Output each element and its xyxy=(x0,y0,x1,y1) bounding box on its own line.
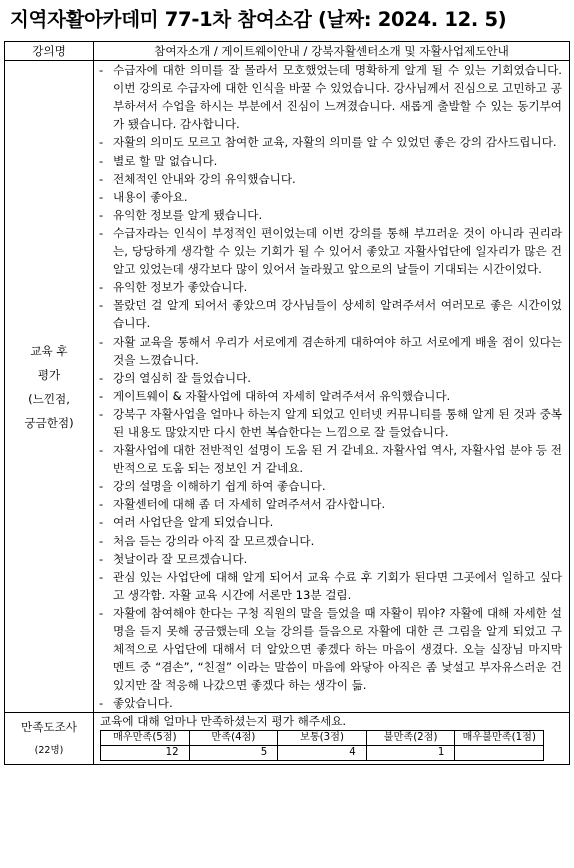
comment-item: - 여러 사업단을 알게 되었습니다. xyxy=(99,513,562,531)
comment-item: - 몰랐던 걸 알게 되어서 좋았으며 강사님들이 상세히 알려주셔서 여러모로 좋은 시간이었습니다. xyxy=(99,296,562,332)
header-lecture-title: 참여자소개 / 게이트웨이안내 / 강북자활센터소개 및 자활사업제도안내 xyxy=(94,42,570,61)
page-title: 지역자활아카데미 77-1차 참여소감 (날짜: 2024. 12. 5) xyxy=(10,8,507,31)
score-value xyxy=(455,746,544,761)
comment-item: - 내용이 좋아요. xyxy=(99,188,562,206)
comment-item: - 수급자에 대한 의미를 잘 몰라서 모호했었는데 명확하게 알게 될 수 있는 기회였습니다. 이번 강의로 수급자에 대한 인식을 바꿀 수 있었습니다. 강사님께서 진심으로 고민하고 공부하셔서 수업을 하시는 부분에서 진심이 느껴졌습니다. 새롭게 출발할 수 있는 동기부여가 됐습니다. 감사합니다. xyxy=(99,61,562,133)
comment-item: - 좋았습니다. xyxy=(99,694,562,712)
evaluation-table xyxy=(4,41,570,765)
comment-item: - 자활의 의미도 모르고 참여한 교육, 자활의 의미를 알 수 있었던 좋은 강의 감사드립니다. xyxy=(99,133,562,151)
score-value: 4 xyxy=(278,746,367,761)
comment-item: - 처음 듣는 강의라 아직 잘 모르겠습니다. xyxy=(99,532,562,550)
score-value-row xyxy=(101,746,544,761)
header-row xyxy=(5,42,570,61)
satisfaction-question: 교육에 대해 얼마나 만족하셨는지 평가 해주세요. xyxy=(100,714,347,729)
comment-item: - 게이트웨이 & 자활사업에 대하여 자세히 알려주셔서 유익했습니다. xyxy=(99,387,562,405)
score-value: 1 xyxy=(366,746,455,761)
score-value: 5 xyxy=(189,746,278,761)
comment-item: - 관심 있는 사업단에 대해 알게 되어서 교육 수료 후 기회가 된다면 그곳에서 일하고 싶다고 생각함. 자활 교육 시간에 서론만 13분 걸림. xyxy=(99,568,562,604)
score-header: 매우만족(5점) xyxy=(101,731,190,746)
comment-item: - 강의 열심히 잘 들었습니다. xyxy=(99,369,562,387)
satisfaction-label: 만족도조사 (22명) xyxy=(5,713,94,765)
score-header-row xyxy=(101,731,544,746)
score-header: 보통(3점) xyxy=(278,731,367,746)
evaluation-row xyxy=(5,61,570,713)
header-lecture-label: 강의명 xyxy=(5,42,94,61)
comment-item: - 자활센터에 대해 좀 더 자세히 알려주셔서 감사합니다. xyxy=(99,495,562,513)
score-header: 불만족(2점) xyxy=(366,731,455,746)
satisfaction-row xyxy=(5,713,570,765)
comment-item: - 전체적인 안내와 강의 유익했습니다. xyxy=(99,170,562,188)
comment-item: - 자활 교육을 통해서 우리가 서로에게 겸손하게 대하여야 하고 서로에게 배울 점이 있다는 것을 느꼈습니다. xyxy=(99,333,562,369)
score-value: 12 xyxy=(101,746,190,761)
comment-item: - 자활사업에 대한 전반적인 설명이 도움 된 거 같네요. 자활사업 역사, 자활사업 분야 등 전반적으로 도움 되는 정보인 거 같네요. xyxy=(99,441,562,477)
comment-item: - 강북구 자활사업을 얼마나 하는지 알게 되었고 인터넷 커뮤니티를 통해 알게 된 것과 중복된 내용도 많았지만 다시 한번 복습한다는 느낌으로 잘 들었습니다. xyxy=(99,405,562,441)
score-header: 만족(4점) xyxy=(189,731,278,746)
comment-item: - 자활에 참여해야 한다는 구청 직원의 말을 들었을 때 자활이 뭐야? 자활에 대해 자세한 설명을 듣지 못해 궁금했는데 오늘 강의를 들음으로 자활에 대한 큰 그림을 알게 되었고 구체적으로 사업단에 대해서 더 알았으면 좋겠다 하는 마음이 생겼다. 오늘 실장님 마지막 멘트 중 “겸손”, “친절” 이라는 말씀이 마음에 와닿아 아직은 좀 낯설고 부자유스러운 건 있지만 잘 적응해 나갔으면 좋겠다 하는 생각이 듦. xyxy=(99,604,562,694)
comments-cell xyxy=(94,61,570,713)
comment-item: - 유익한 정보가 좋았습니다. xyxy=(99,278,562,296)
comment-item: - 수급자라는 인식이 부정적인 편이었는데 이번 강의를 통해 부끄러운 것이 아니라 권리라는, 당당하게 생각할 수 있는 기회가 될 수 있어서 좋았고 자활사업단에 일자리가 많은 건 알고 있었는데 생각보다 많이 있어서 놀라웠고 앞으로의 날들이 기대되는 시간이었다. xyxy=(99,224,562,278)
comment-item: - 별로 할 말 없습니다. xyxy=(99,152,562,170)
score-header: 매우불만족(1점) xyxy=(455,731,544,746)
evaluation-label: 교육 후 평가 (느낀점, 궁금한점) xyxy=(5,61,94,713)
comment-item: - 유익한 정보를 알게 됐습니다. xyxy=(99,206,562,224)
comment-list xyxy=(94,61,569,712)
comment-item: - 첫날이라 잘 모르겠습니다. xyxy=(99,550,562,568)
comment-item: - 강의 설명을 이해하기 쉽게 하여 좋습니다. xyxy=(99,477,562,495)
satisfaction-score-table xyxy=(100,730,544,761)
satisfaction-cell xyxy=(94,713,570,765)
